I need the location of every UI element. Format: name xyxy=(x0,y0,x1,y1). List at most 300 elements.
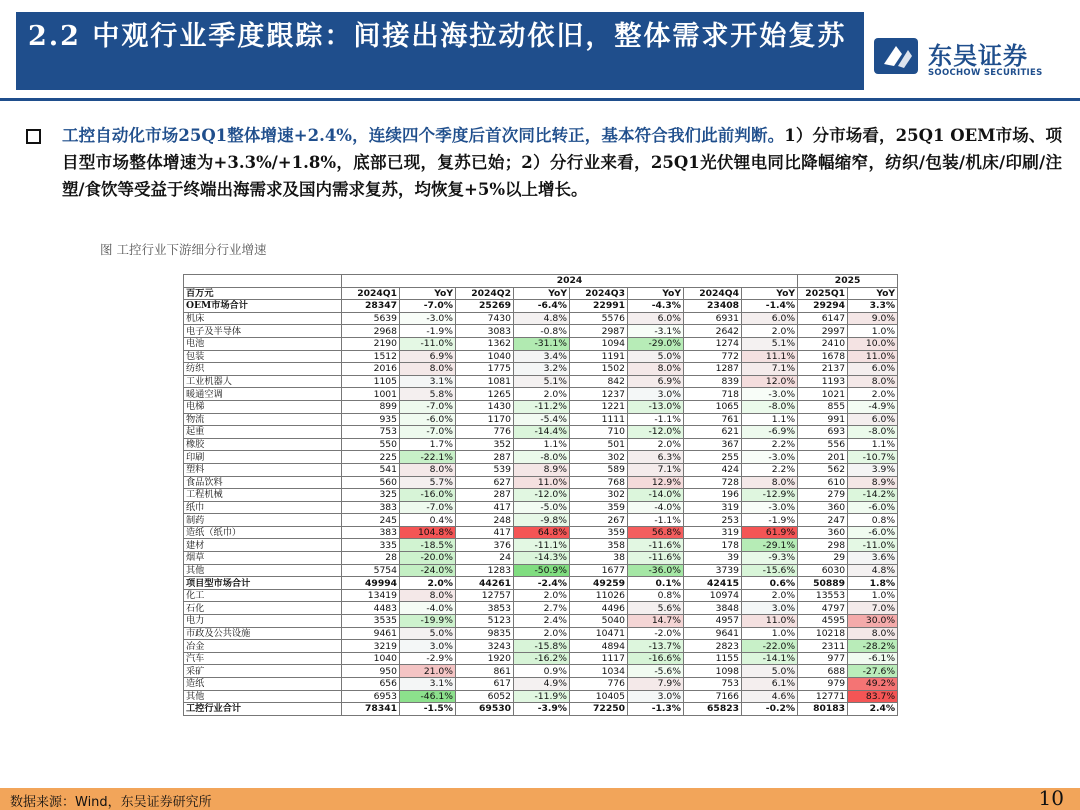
value-cell: 267 xyxy=(570,514,628,527)
yoy-cell: 6.9% xyxy=(400,350,456,363)
value-cell: 501 xyxy=(570,438,628,451)
yoy-cell: 6.0% xyxy=(628,312,684,325)
brand-name-cn: 东吴证券 xyxy=(928,42,1028,70)
value-cell: 298 xyxy=(798,539,848,552)
value-cell: 5639 xyxy=(342,312,400,325)
table-row xyxy=(184,476,898,489)
value-cell: 325 xyxy=(342,489,400,502)
yoy-cell: 2.2% xyxy=(742,438,798,451)
yoy-cell: -12.9% xyxy=(742,489,798,502)
value-cell: 11026 xyxy=(570,589,628,602)
yoy-cell: 14.7% xyxy=(628,615,684,628)
yoy-cell: 3.1% xyxy=(400,375,456,388)
value-cell: 1678 xyxy=(798,350,848,363)
value-cell: 950 xyxy=(342,665,400,678)
value-cell: 1512 xyxy=(342,350,400,363)
yoy-cell: -6.0% xyxy=(848,526,898,539)
value-cell: 1193 xyxy=(798,375,848,388)
column-header: 2024Q2 xyxy=(456,287,514,300)
yoy-cell: -3.1% xyxy=(628,325,684,338)
table-row xyxy=(184,703,898,716)
table-row xyxy=(184,312,898,325)
yoy-cell: -16.2% xyxy=(514,652,570,665)
row-label: 纸巾 xyxy=(184,501,342,514)
yoy-cell: -18.5% xyxy=(400,539,456,552)
yoy-cell: 11.0% xyxy=(514,476,570,489)
yoy-cell: 11.0% xyxy=(742,615,798,628)
value-cell: 562 xyxy=(798,463,848,476)
yoy-cell: 4.6% xyxy=(742,690,798,703)
yoy-cell: 4.9% xyxy=(514,678,570,691)
value-cell: 245 xyxy=(342,514,400,527)
yoy-cell: 64.8% xyxy=(514,526,570,539)
year-header-2024: 2024 xyxy=(342,275,798,288)
yoy-cell: -1.1% xyxy=(628,413,684,426)
value-cell: 1237 xyxy=(570,388,628,401)
yoy-cell: 8.0% xyxy=(848,375,898,388)
value-cell: 44261 xyxy=(456,577,514,590)
value-cell: 1170 xyxy=(456,413,514,426)
row-label: 暖通空调 xyxy=(184,388,342,401)
yoy-cell: -3.9% xyxy=(514,703,570,716)
value-cell: 359 xyxy=(570,526,628,539)
value-cell: 7430 xyxy=(456,312,514,325)
yoy-cell: 2.4% xyxy=(848,703,898,716)
value-cell: 352 xyxy=(456,438,514,451)
table-row xyxy=(184,426,898,439)
yoy-cell: 6.1% xyxy=(742,678,798,691)
row-label: 制药 xyxy=(184,514,342,527)
value-cell: 4496 xyxy=(570,602,628,615)
yoy-cell: -9.3% xyxy=(742,552,798,565)
value-cell: 541 xyxy=(342,463,400,476)
table-row xyxy=(184,652,898,665)
yoy-cell: -8.0% xyxy=(742,400,798,413)
value-cell: 287 xyxy=(456,451,514,464)
value-cell: 201 xyxy=(798,451,848,464)
row-label: 工业机器人 xyxy=(184,375,342,388)
yoy-cell: 8.9% xyxy=(848,476,898,489)
yoy-cell: -3.0% xyxy=(742,388,798,401)
value-cell: 1105 xyxy=(342,375,400,388)
yoy-cell: 6.0% xyxy=(848,413,898,426)
value-cell: 383 xyxy=(342,501,400,514)
value-cell: 899 xyxy=(342,400,400,413)
value-cell: 839 xyxy=(684,375,742,388)
yoy-cell: -28.2% xyxy=(848,640,898,653)
value-cell: 1920 xyxy=(456,652,514,665)
value-cell: 6931 xyxy=(684,312,742,325)
yoy-cell: 7.9% xyxy=(628,678,684,691)
yoy-cell: -1.1% xyxy=(628,514,684,527)
yoy-cell: 3.0% xyxy=(400,640,456,653)
value-cell: 621 xyxy=(684,426,742,439)
yoy-cell: -4.0% xyxy=(400,602,456,615)
row-label: 其他 xyxy=(184,690,342,703)
value-cell: 1191 xyxy=(570,350,628,363)
value-cell: 12757 xyxy=(456,589,514,602)
yoy-cell: -22.0% xyxy=(742,640,798,653)
yoy-cell: 2.0% xyxy=(848,388,898,401)
yoy-cell: 2.0% xyxy=(514,627,570,640)
yoy-cell: -16.0% xyxy=(400,489,456,502)
yoy-cell: -11.6% xyxy=(628,552,684,565)
brand-name-en: SOOCHOW SECURITIES xyxy=(928,68,1043,78)
summary-highlight: 工控自动化市场25Q1整体增速+2.4%，连续四个季度后首次同比转正，基本符合我们此前判断。 xyxy=(62,126,785,145)
table-row xyxy=(184,463,898,476)
row-label: 建材 xyxy=(184,539,342,552)
value-cell: 367 xyxy=(684,438,742,451)
yoy-cell: -1.9% xyxy=(400,325,456,338)
row-label: 电梯 xyxy=(184,400,342,413)
yoy-cell: 1.8% xyxy=(848,577,898,590)
column-header: 2024Q4 xyxy=(684,287,742,300)
yoy-cell: 12.9% xyxy=(628,476,684,489)
value-cell: 768 xyxy=(570,476,628,489)
yoy-cell: 1.1% xyxy=(848,438,898,451)
yoy-cell: 5.1% xyxy=(514,375,570,388)
row-label: 造纸 xyxy=(184,678,342,691)
value-cell: 1034 xyxy=(570,665,628,678)
yoy-cell: -13.7% xyxy=(628,640,684,653)
table-row xyxy=(184,539,898,552)
yoy-cell: 0.6% xyxy=(742,577,798,590)
row-label: 石化 xyxy=(184,602,342,615)
value-cell: 5754 xyxy=(342,564,400,577)
yoy-cell: 12.0% xyxy=(742,375,798,388)
value-cell: 42415 xyxy=(684,577,742,590)
yoy-cell: -12.0% xyxy=(514,489,570,502)
value-cell: 1117 xyxy=(570,652,628,665)
value-cell: 1098 xyxy=(684,665,742,678)
value-cell: 1094 xyxy=(570,337,628,350)
yoy-cell: -12.0% xyxy=(628,426,684,439)
table-row xyxy=(184,640,898,653)
yoy-cell: -11.1% xyxy=(514,539,570,552)
yoy-cell: -11.9% xyxy=(514,690,570,703)
value-cell: 6147 xyxy=(798,312,848,325)
table-row xyxy=(184,400,898,413)
yoy-cell: 0.4% xyxy=(400,514,456,527)
row-label: 物流 xyxy=(184,413,342,426)
value-cell: 4483 xyxy=(342,602,400,615)
yoy-cell: 7.0% xyxy=(848,602,898,615)
value-cell: 2997 xyxy=(798,325,848,338)
value-cell: 13419 xyxy=(342,589,400,602)
yoy-cell: -36.0% xyxy=(628,564,684,577)
value-cell: 2311 xyxy=(798,640,848,653)
value-cell: 1040 xyxy=(342,652,400,665)
yoy-cell: 7.1% xyxy=(742,363,798,376)
value-cell: 1362 xyxy=(456,337,514,350)
value-cell: 417 xyxy=(456,526,514,539)
table-row xyxy=(184,602,898,615)
yoy-cell: -11.6% xyxy=(628,539,684,552)
value-cell: 80183 xyxy=(798,703,848,716)
value-cell: 1221 xyxy=(570,400,628,413)
value-cell: 287 xyxy=(456,489,514,502)
table-row xyxy=(184,350,898,363)
table-row xyxy=(184,300,898,313)
yoy-cell: 7.1% xyxy=(628,463,684,476)
row-label: 烟草 xyxy=(184,552,342,565)
yoy-cell: -20.0% xyxy=(400,552,456,565)
value-cell: 302 xyxy=(570,489,628,502)
value-cell: 359 xyxy=(570,501,628,514)
yoy-cell: -3.0% xyxy=(742,451,798,464)
yoy-cell: 10.0% xyxy=(848,337,898,350)
yoy-cell: -6.1% xyxy=(848,652,898,665)
yoy-cell: -5.4% xyxy=(514,413,570,426)
table-row xyxy=(184,627,898,640)
value-cell: 1430 xyxy=(456,400,514,413)
yoy-cell: -5.0% xyxy=(514,501,570,514)
value-cell: 178 xyxy=(684,539,742,552)
table-row xyxy=(184,363,898,376)
yoy-cell: -0.2% xyxy=(742,703,798,716)
yoy-cell: 104.8% xyxy=(400,526,456,539)
yoy-cell: 2.7% xyxy=(514,602,570,615)
yoy-cell: -14.4% xyxy=(514,426,570,439)
row-label: 采矿 xyxy=(184,665,342,678)
value-cell: 10218 xyxy=(798,627,848,640)
yoy-cell: -14.0% xyxy=(628,489,684,502)
yoy-cell: -50.9% xyxy=(514,564,570,577)
row-label: 电池 xyxy=(184,337,342,350)
table-row xyxy=(184,690,898,703)
table-row xyxy=(184,589,898,602)
column-header: YoY xyxy=(742,287,798,300)
value-cell: 3083 xyxy=(456,325,514,338)
yoy-cell: 3.9% xyxy=(848,463,898,476)
yoy-cell: 3.0% xyxy=(628,388,684,401)
table-row xyxy=(184,375,898,388)
yoy-cell: 0.8% xyxy=(848,514,898,527)
yoy-cell: 6.0% xyxy=(848,363,898,376)
yoy-cell: -6.0% xyxy=(400,413,456,426)
value-cell: 556 xyxy=(798,438,848,451)
page-number: 10 xyxy=(1038,786,1064,810)
value-cell: 3739 xyxy=(684,564,742,577)
value-cell: 979 xyxy=(798,678,848,691)
yoy-cell: 4.8% xyxy=(848,564,898,577)
row-label: 食品饮料 xyxy=(184,476,342,489)
value-cell: 4957 xyxy=(684,615,742,628)
summary-detail: 1）分市场看，25Q1 OEM市场、项目型市场整体增速为+3.3%/+1.8%，底部已现，复苏已始；2）分行业来看，25Q1光伏锂电同比降幅缩窄，纺织/包装/机床/印刷/注塑/食饮等受益于终端出海需求及国内需求复苏，均恢复+5%以上增长。 xyxy=(62,126,1062,199)
value-cell: 935 xyxy=(342,413,400,426)
yoy-cell: -8.0% xyxy=(514,451,570,464)
value-cell: 1001 xyxy=(342,388,400,401)
value-cell: 617 xyxy=(456,678,514,691)
value-cell: 4595 xyxy=(798,615,848,628)
yoy-cell: 2.0% xyxy=(742,589,798,602)
table-row xyxy=(184,325,898,338)
yoy-cell: 8.0% xyxy=(742,476,798,489)
yoy-cell: 6.3% xyxy=(628,451,684,464)
value-cell: 50889 xyxy=(798,577,848,590)
yoy-cell: -5.6% xyxy=(628,665,684,678)
yoy-cell: -11.0% xyxy=(400,337,456,350)
yoy-cell: -3.0% xyxy=(742,501,798,514)
yoy-cell: -1.3% xyxy=(628,703,684,716)
value-cell: 842 xyxy=(570,375,628,388)
yoy-cell: -2.4% xyxy=(514,577,570,590)
value-cell: 718 xyxy=(684,388,742,401)
soochow-logo-icon xyxy=(872,36,920,76)
yoy-cell: 30.0% xyxy=(848,615,898,628)
value-cell: 5040 xyxy=(570,615,628,628)
value-cell: 710 xyxy=(570,426,628,439)
yoy-cell: 8.0% xyxy=(628,363,684,376)
value-cell: 753 xyxy=(342,426,400,439)
value-cell: 253 xyxy=(684,514,742,527)
table-row xyxy=(184,577,898,590)
value-cell: 693 xyxy=(798,426,848,439)
value-cell: 991 xyxy=(798,413,848,426)
value-cell: 3853 xyxy=(456,602,514,615)
table-row xyxy=(184,501,898,514)
value-cell: 7166 xyxy=(684,690,742,703)
yoy-cell: -7.0% xyxy=(400,426,456,439)
value-cell: 2968 xyxy=(342,325,400,338)
header-divider xyxy=(0,98,1080,101)
row-label: 纺织 xyxy=(184,363,342,376)
year-header-2025: 2025 xyxy=(798,275,898,288)
yoy-cell: 8.0% xyxy=(400,589,456,602)
value-cell: 319 xyxy=(684,526,742,539)
value-cell: 2987 xyxy=(570,325,628,338)
value-cell: 3535 xyxy=(342,615,400,628)
yoy-cell: 2.0% xyxy=(628,438,684,451)
value-cell: 29294 xyxy=(798,300,848,313)
column-header-row xyxy=(184,287,898,300)
table-row xyxy=(184,665,898,678)
table-row xyxy=(184,438,898,451)
yoy-cell: 3.6% xyxy=(848,552,898,565)
value-cell: 656 xyxy=(342,678,400,691)
table-row xyxy=(184,615,898,628)
table-row xyxy=(184,514,898,527)
yoy-cell: -6.4% xyxy=(514,300,570,313)
value-cell: 29 xyxy=(798,552,848,565)
yoy-cell: 1.7% xyxy=(400,438,456,451)
value-cell: 49994 xyxy=(342,577,400,590)
value-cell: 39 xyxy=(684,552,742,565)
value-cell: 358 xyxy=(570,539,628,552)
yoy-cell: 9.0% xyxy=(848,312,898,325)
yoy-cell: 56.8% xyxy=(628,526,684,539)
yoy-cell: 3.1% xyxy=(400,678,456,691)
yoy-cell: -14.3% xyxy=(514,552,570,565)
table-row xyxy=(184,413,898,426)
yoy-cell: -2.0% xyxy=(628,627,684,640)
row-label: 橡胶 xyxy=(184,438,342,451)
row-label: 冶金 xyxy=(184,640,342,653)
value-cell: 772 xyxy=(684,350,742,363)
value-cell: 776 xyxy=(456,426,514,439)
yoy-cell: 1.0% xyxy=(742,627,798,640)
yoy-cell: 2.2% xyxy=(742,463,798,476)
value-cell: 25269 xyxy=(456,300,514,313)
yoy-cell: -8.0% xyxy=(848,426,898,439)
yoy-cell: 3.2% xyxy=(514,363,570,376)
column-header: YoY xyxy=(848,287,898,300)
yoy-cell: 0.9% xyxy=(514,665,570,678)
table-row xyxy=(184,337,898,350)
yoy-cell: 83.7% xyxy=(848,690,898,703)
value-cell: 376 xyxy=(456,539,514,552)
value-cell: 360 xyxy=(798,526,848,539)
yoy-cell: 6.9% xyxy=(628,375,684,388)
yoy-cell: -29.1% xyxy=(742,539,798,552)
value-cell: 13553 xyxy=(798,589,848,602)
yoy-cell: -15.6% xyxy=(742,564,798,577)
yoy-cell: -16.6% xyxy=(628,652,684,665)
value-cell: 24 xyxy=(456,552,514,565)
industry-growth-table-container xyxy=(183,274,897,716)
column-header: 2024Q1 xyxy=(342,287,400,300)
value-cell: 1677 xyxy=(570,564,628,577)
value-cell: 589 xyxy=(570,463,628,476)
value-cell: 2823 xyxy=(684,640,742,653)
yoy-cell: -14.1% xyxy=(742,652,798,665)
yoy-cell: 5.7% xyxy=(400,476,456,489)
value-cell: 1111 xyxy=(570,413,628,426)
value-cell: 1283 xyxy=(456,564,514,577)
value-cell: 9835 xyxy=(456,627,514,640)
yoy-cell: -1.4% xyxy=(742,300,798,313)
summary-paragraph xyxy=(62,122,1062,203)
value-cell: 2016 xyxy=(342,363,400,376)
figure-caption: 图 工控行业下游细分行业增速 xyxy=(100,242,267,257)
value-cell: 279 xyxy=(798,489,848,502)
yoy-cell: -13.0% xyxy=(628,400,684,413)
value-cell: 9641 xyxy=(684,627,742,640)
yoy-cell: 5.6% xyxy=(628,602,684,615)
yoy-cell: 3.0% xyxy=(742,602,798,615)
yoy-cell: -1.9% xyxy=(742,514,798,527)
value-cell: 65823 xyxy=(684,703,742,716)
value-cell: 688 xyxy=(798,665,848,678)
yoy-cell: 61.9% xyxy=(742,526,798,539)
column-header: YoY xyxy=(628,287,684,300)
value-cell: 728 xyxy=(684,476,742,489)
value-cell: 10471 xyxy=(570,627,628,640)
yoy-cell: -6.9% xyxy=(742,426,798,439)
column-header: YoY xyxy=(400,287,456,300)
yoy-cell: -4.9% xyxy=(848,400,898,413)
value-cell: 196 xyxy=(684,489,742,502)
value-cell: 977 xyxy=(798,652,848,665)
value-cell: 302 xyxy=(570,451,628,464)
value-cell: 28 xyxy=(342,552,400,565)
value-cell: 383 xyxy=(342,526,400,539)
value-cell: 417 xyxy=(456,501,514,514)
row-label: OEM市场合计 xyxy=(184,300,342,313)
table-row xyxy=(184,552,898,565)
yoy-cell: 4.8% xyxy=(514,312,570,325)
value-cell: 248 xyxy=(456,514,514,527)
page-title: 2.2 中观行业季度跟踪：间接出海拉动依旧，整体需求开始复苏 xyxy=(28,21,847,52)
value-cell: 5123 xyxy=(456,615,514,628)
yoy-cell: 5.0% xyxy=(628,350,684,363)
row-label: 其他 xyxy=(184,564,342,577)
value-cell: 78341 xyxy=(342,703,400,716)
row-label: 工程机械 xyxy=(184,489,342,502)
yoy-cell: 6.0% xyxy=(742,312,798,325)
yoy-cell: 5.1% xyxy=(742,337,798,350)
yoy-cell: -1.5% xyxy=(400,703,456,716)
